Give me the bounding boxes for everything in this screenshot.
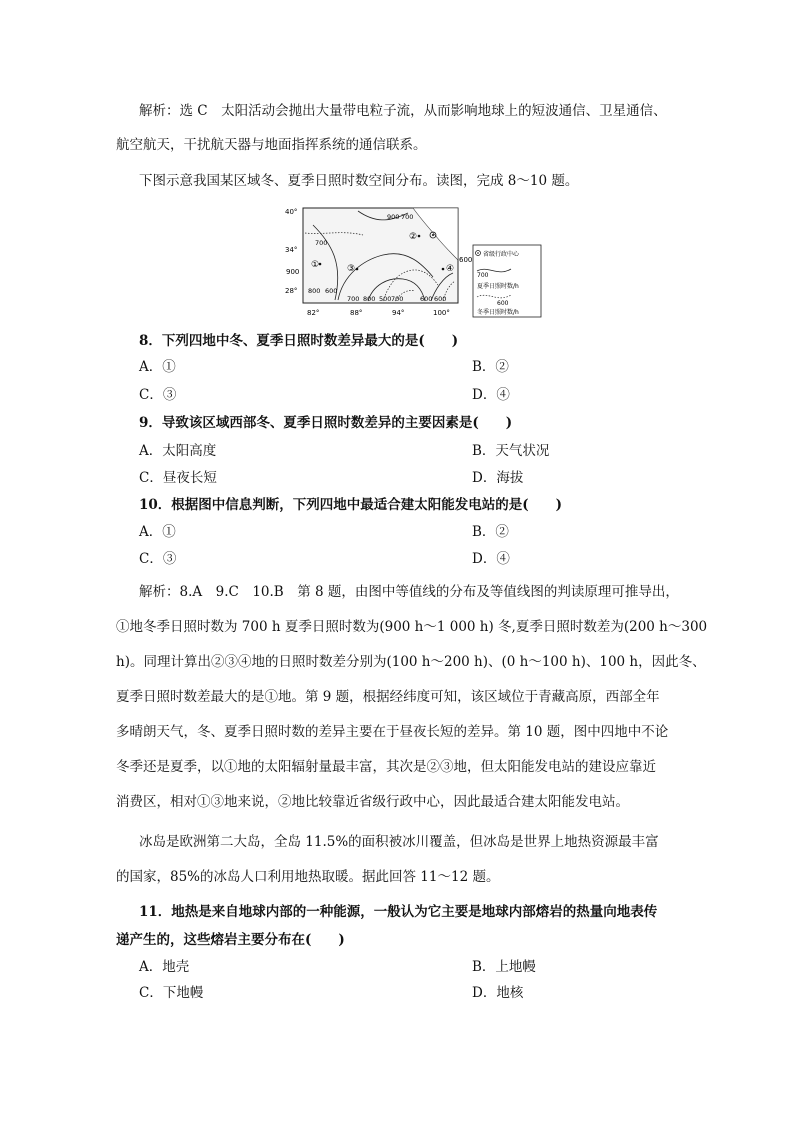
question-9-stem: 9．导致该区域西部冬、夏季日照时数差异的主要因素是( )	[139, 415, 513, 431]
analysis-line-5: 多晴朗天气，冬、夏季日照时数的差异主要在于昼夜长短的差异。第 10 题，图中四地中不论	[116, 724, 669, 740]
lon-label: 100°	[433, 309, 450, 317]
analysis-line-3: h)。同理计算出②③④地的日照时数差分别为(100 h～200 h)、(0 h～100 h)、100 h，因此冬、	[116, 654, 706, 670]
contour-label: 800	[308, 287, 321, 295]
question-10-stem: 10．根据图中信息判断，下列四地中最适合建太阳能发电站的是( )	[139, 497, 563, 513]
question-11-option-a[interactable]: A．地壳	[139, 959, 190, 975]
question-11-option-b[interactable]: B．上地幔	[472, 959, 536, 975]
capital-icon-center	[432, 234, 434, 236]
question-10-option-c[interactable]: C．③	[139, 551, 177, 567]
contour-label: 500	[379, 295, 392, 303]
question-10-option-b[interactable]: B．②	[472, 524, 509, 540]
analysis-line-7: 消费区，相对①③地来说，②地比较靠近省级行政中心，因此最适合建太阳能发电站。	[116, 794, 629, 810]
question-8-option-c[interactable]: C．③	[139, 387, 177, 403]
lon-label: 82°	[307, 309, 320, 317]
lon-label: 88°	[350, 309, 363, 317]
analysis-line-6: 冬季还是夏季，以①地的太阳辐射量最丰富，其次是②③地，但太阳能发电站的建设应靠近	[116, 759, 656, 775]
location-dot	[356, 268, 359, 271]
legend-capital-label: 省级行政中心	[483, 251, 520, 258]
question-8-option-a[interactable]: A．①	[139, 359, 176, 375]
lat-label: 40°	[285, 208, 298, 216]
question-10-option-a[interactable]: A．①	[139, 524, 176, 540]
contour-label: 700	[391, 295, 404, 303]
contour-label: 700	[401, 213, 414, 221]
lat-label: 34°	[285, 246, 298, 254]
legend-summer-value: 700	[477, 272, 489, 279]
question-8-stem: 8．下列四地中冬、夏季日照时数差异最大的是( )	[139, 333, 459, 349]
region-marker: ①	[311, 260, 320, 270]
question-9-option-b[interactable]: B．天气状况	[472, 443, 550, 459]
contour-label: 600	[325, 287, 338, 295]
sunshine-hours-map	[283, 205, 545, 320]
prev-analysis-line-1: 解析：选 C 太阳活动会抛出大量带电粒子流，从而影响地球上的短波通信、卫星通信、	[139, 103, 667, 119]
location-dot	[418, 235, 421, 238]
question-10-option-d[interactable]: D．④	[472, 551, 510, 567]
intro2-line-2: 的国家，85%的冰岛人口利用地热取暖。据此回答 11～12 题。	[116, 869, 500, 885]
analysis-line-1: 解析：8.A 9.C 10.B 第 8 题，由图中等值线的分布及等值线图的判读原理可推导出，	[139, 584, 679, 600]
legend-winter-label: 冬季日照时数/h	[477, 309, 519, 316]
question-9-option-a[interactable]: A．太阳高度	[139, 443, 217, 459]
question-11-stem-line-1: 11．地热是来自地球内部的一种能源，一般认为它主要是地球内部熔岩的热量向地表传	[139, 904, 658, 920]
question-9-option-c[interactable]: C．昼夜长短	[139, 470, 217, 486]
region-marker: ③	[347, 264, 356, 274]
question-8-option-d[interactable]: D．④	[472, 387, 510, 403]
lon-label: 94°	[392, 309, 405, 317]
contour-label: 700	[347, 295, 360, 303]
question-11-stem-line-2: 递产生的，这些熔岩主要分布在( )	[116, 932, 345, 948]
right-contour-value: 600	[459, 256, 473, 264]
contour-label: 600	[420, 295, 433, 303]
intro-text: 下图示意我国某区域冬、夏季日照时数空间分布。读图，完成 8～10 题。	[139, 173, 579, 189]
left-contour-value: 900	[286, 268, 300, 276]
analysis-line-2: ①地冬季日照时数为 700 h 夏季日照时数为(900 h～1 000 h) 冬,夏季日照时数差为(200 h～300	[116, 619, 708, 635]
lat-label: 28°	[285, 287, 298, 295]
question-11-option-d[interactable]: D．地核	[472, 985, 524, 1001]
prev-analysis-line-2: 航空航天，干扰航天器与地面指挥系统的通信联系。	[116, 137, 427, 153]
contour-label: 600	[434, 295, 447, 303]
location-dot	[442, 268, 445, 271]
contour-label: 700	[315, 239, 328, 247]
question-9-option-d[interactable]: D．海拔	[472, 470, 524, 486]
analysis-line-4: 夏季日照时数差最大的是①地。第 9 题，根据经纬度可知，该区域位于青藏高原，西部全年	[116, 689, 660, 705]
legend-summer-label: 夏季日照时数/h	[477, 283, 519, 290]
legend-winter-value: 600	[497, 300, 509, 307]
question-11-option-c[interactable]: C．下地幔	[139, 985, 204, 1001]
intro2-line-1: 冰岛是欧洲第二大岛，全岛 11.5%的面积被冰川覆盖，但冰岛是世界上地热资源最丰富	[139, 834, 659, 850]
contour-label: 900	[387, 213, 400, 221]
location-dot	[319, 263, 322, 266]
question-8-option-b[interactable]: B．②	[472, 359, 509, 375]
map-mark	[477, 252, 479, 254]
region-marker: ④	[446, 264, 455, 274]
region-marker: ②	[409, 232, 418, 242]
contour-label: 800	[363, 295, 376, 303]
